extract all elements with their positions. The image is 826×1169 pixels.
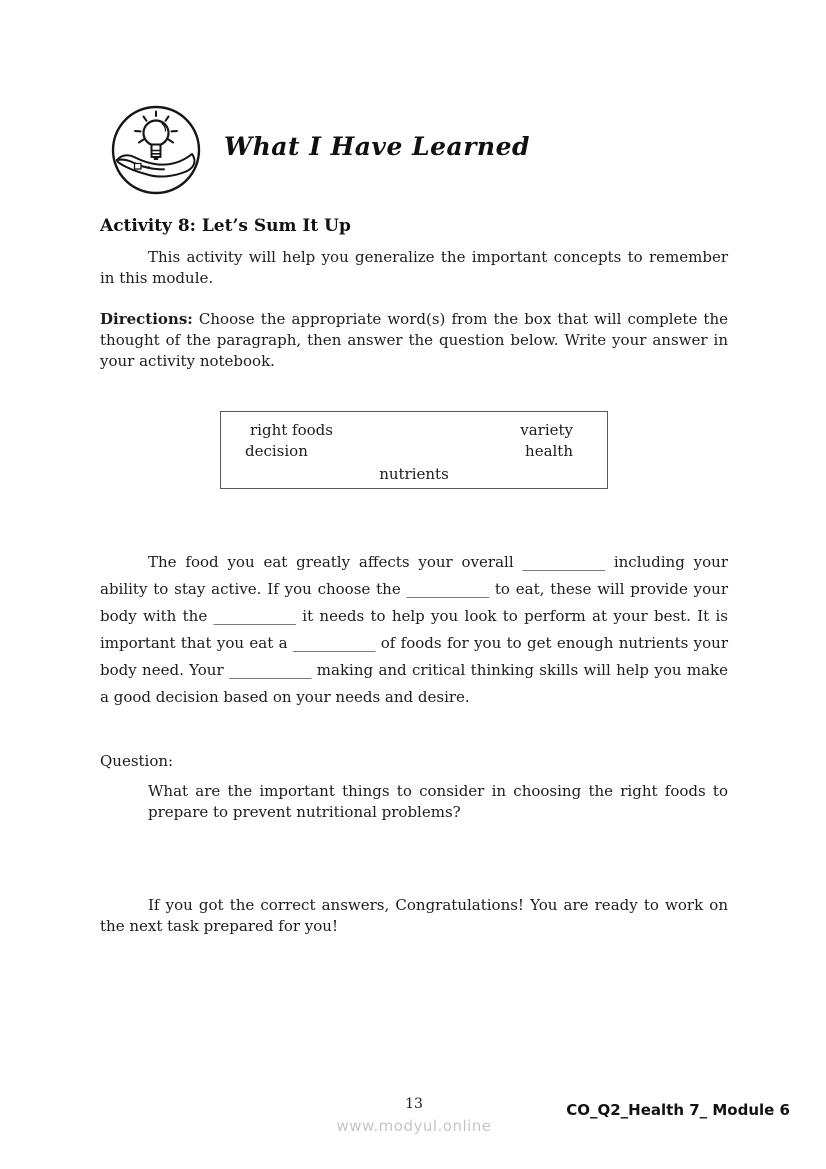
directions-paragraph [100,309,728,372]
page-number: 13 [405,1096,423,1112]
question-label: Question: [100,752,174,770]
activity-heading: Activity 8: Let’s Sum It Up [100,216,351,236]
word-right-foods: right foods [250,421,333,439]
lightbulb-hand-icon [110,104,202,196]
intro-paragraph: This activity will help you generalize the important concepts to remember in this module. [100,248,728,287]
question-text: What are the important things to consider in choosing the right foods to prepare to prevent nutritional problems? [148,782,728,821]
word-bank-row [245,441,573,462]
directions-label: Directions: [100,310,193,328]
word-variety: variety [520,421,573,439]
word-bank-row [245,462,573,486]
module-footer-label: CO_Q2_Health 7_ Module 6 [566,1101,790,1119]
page-title: What I Have Learned [224,132,530,161]
watermark-url: www.modyul.online [336,1117,492,1135]
word-bank-box [220,411,608,489]
cloze-paragraph: The food you eat greatly affects your overall ___________ including your ability to stay active. If you choose the ___________ to eat, these will provide your body with the ___________ it needs to help you look to perform at your best. It is important that you eat a ___________ of foods for you to get enough nutrients your body need. Your ___________ making and critical thinking skills will help you make a good decision based on your needs and desire. [100,553,728,706]
word-nutrients: nutrients [379,465,449,483]
word-decision: decision [245,442,308,460]
directions-text: Choose the appropriate word(s) from the box that will complete the thought of the paragraph, then answer the question below. Write your answer in your activity notebook. [100,310,728,370]
word-bank-row [245,420,573,441]
lightbulb-hand-icon-svg [110,104,202,196]
closing-paragraph: If you got the correct answers, Congratulations! You are ready to work on the next task prepared for you! [100,896,728,935]
word-health: health [525,442,573,460]
